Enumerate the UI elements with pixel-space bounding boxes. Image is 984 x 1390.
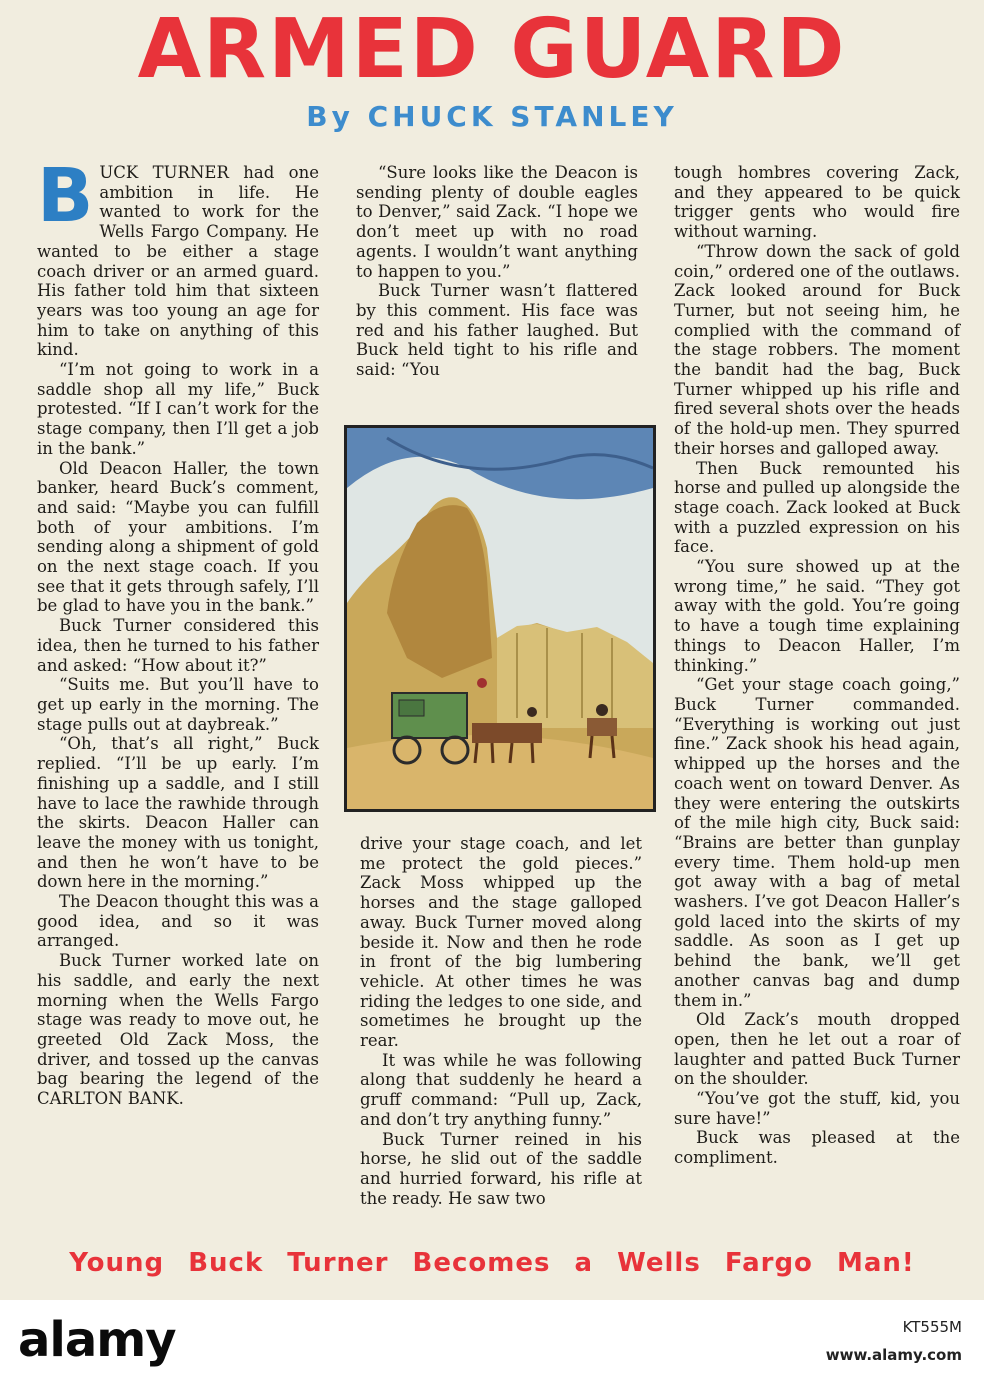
story-paragraph: “Suits me. But you’ll have to get up early in the morning. The stage pulls out at daybreak.” [37, 675, 319, 734]
story-byline: By CHUCK STANLEY [306, 100, 678, 133]
story-paragraph: Buck was pleased at the compliment. [674, 1128, 960, 1168]
story-paragraph: Buck Turner worked late on his saddle, and early the next morning when the Wells Fargo stage was ready to move out, he greeted Old Zack Moss, the driver, and tossed up the canvas bag bearing the legend of the CARLTON BANK. [37, 951, 319, 1109]
story-paragraph: The Deacon thought this was a good idea, and so it was arranged. [37, 892, 319, 951]
story-paragraph: “You sure showed up at the wrong time,” he said. “They got away with the gold. You’re going to have a tough time explaining things to Deacon Haller, I’m thinking.” [674, 557, 960, 675]
story-column-2-bottom [360, 834, 642, 1208]
story-title: ARMED GUARD [137, 2, 847, 97]
story-paragraph: “Sure looks like the Deacon is sending plenty of double eagles to Denver,” said Zack. “I hope we don’t meet up with no road agents. I wouldn’t want anything to happen to you.” [356, 163, 638, 281]
story-column-2-top [356, 163, 638, 380]
story-paragraph: tough hombres covering Zack, and they appeared to be quick trigger gents who would fire without warning. [674, 163, 960, 242]
drop-cap-letter: B [37, 153, 94, 239]
story-paragraph: BUCK TURNER had one ambition in life. He wanted to work for the Wells Fargo Company. He wanted to be either a stage coach driver or an armed guard. His father told him that sixteen years was too young an age for him to take on anything of this kind. [37, 153, 319, 360]
story-paragraph: Old Zack’s mouth dropped open, then he let out a roar of laughter and patted Buck Turner on the shoulder. [674, 1010, 960, 1089]
story-paragraph: Then Buck remounted his horse and pulled up alongside the stage coach. Zack looked at Buck with a puzzled expression on his face. [674, 458, 960, 557]
story-paragraph: “Get your stage coach going,” Buck Turner commanded. “Everything is working out just fine.” Zack shook his head again, whipped up the horses and the coach went on toward Denver. As they were entering the outskirts of the mile high city, Buck said: “Brains are better than gunplay every time. Them hold-up men got away with a bag of metal washers. I’ve got Deacon Haller’s gold laced into the skirts of my saddle. As soon as I get up behind the bank, we’ll get another canvas bag and dump them in.” [674, 675, 960, 1010]
image-id-label: KT555M [902, 1318, 962, 1336]
story-paragraph: “Oh, that’s all right,” Buck replied. “I’ll be up early. I’m finishing up a saddle, and I still have to lace the rawhide through the skirts. Deacon Haller can leave the money with us tonight, and then he won’t have to be down here in the morning.” [37, 734, 319, 892]
website-label: www.alamy.com [825, 1346, 962, 1364]
stagecoach-illustration [344, 425, 656, 812]
story-paragraph: Buck Turner considered this idea, then he turned to his father and asked: “How about it?” [37, 616, 319, 675]
story-paragraph: “Throw down the sack of gold coin,” ordered one of the outlaws. Zack looked around for Buck Turner, but not seeing him, he complied with the command of the stage robbers. The moment the bandit had the bag, Buck Turner whipped up his rifle and fired several shots over the heads of the hold-up men. They spurred their horses and galloped away. [674, 241, 960, 458]
footer-tagline: Young Buck Turner Becomes a Wells Fargo Man! [69, 1248, 915, 1278]
story-paragraph: “You’ve got the stuff, kid, you sure have!” [674, 1089, 960, 1128]
story-paragraph: “I’m not going to work in a saddle shop all my life,” Buck protested. “If I can’t work for the stage company, then I’ll get a job in the bank.” [37, 360, 319, 458]
stagecoach-scene-image [347, 428, 653, 809]
story-paragraph: Buck Turner reined in his horse, he slid out of the saddle and hurried forward, his rifle at the ready. He saw two [360, 1129, 642, 1208]
story-paragraph: Old Deacon Haller, the town banker, heard Buck’s comment, and said: “Maybe you can fulfill both of your ambitions. I’m sending along a shipment of gold on the next stage coach. If you see that it gets through safely, I’ll be glad to have you in the bank.” [37, 458, 319, 616]
story-paragraph: Buck Turner wasn’t flattered by this comment. His face was red and his father laughed. But Buck held tight to his rifle and said: “You [356, 281, 638, 380]
story-paragraph: drive your stage coach, and let me protect the gold pieces.” Zack Moss whipped up the horses and the stage galloped away. Buck Turner moved along beside it. Now and then he rode in front of the big lumbering vehicle. At other times he was riding the ledges to one side, and sometimes he brought up the rear. [360, 834, 642, 1051]
story-column-1 [37, 153, 319, 1109]
story-paragraph: It was while he was following along that suddenly he heard a gruff command: “Pull up, Zack, and don’t try anything funny.” [360, 1050, 642, 1129]
story-column-3 [674, 163, 960, 1168]
alamy-logo: alamy [18, 1312, 176, 1368]
